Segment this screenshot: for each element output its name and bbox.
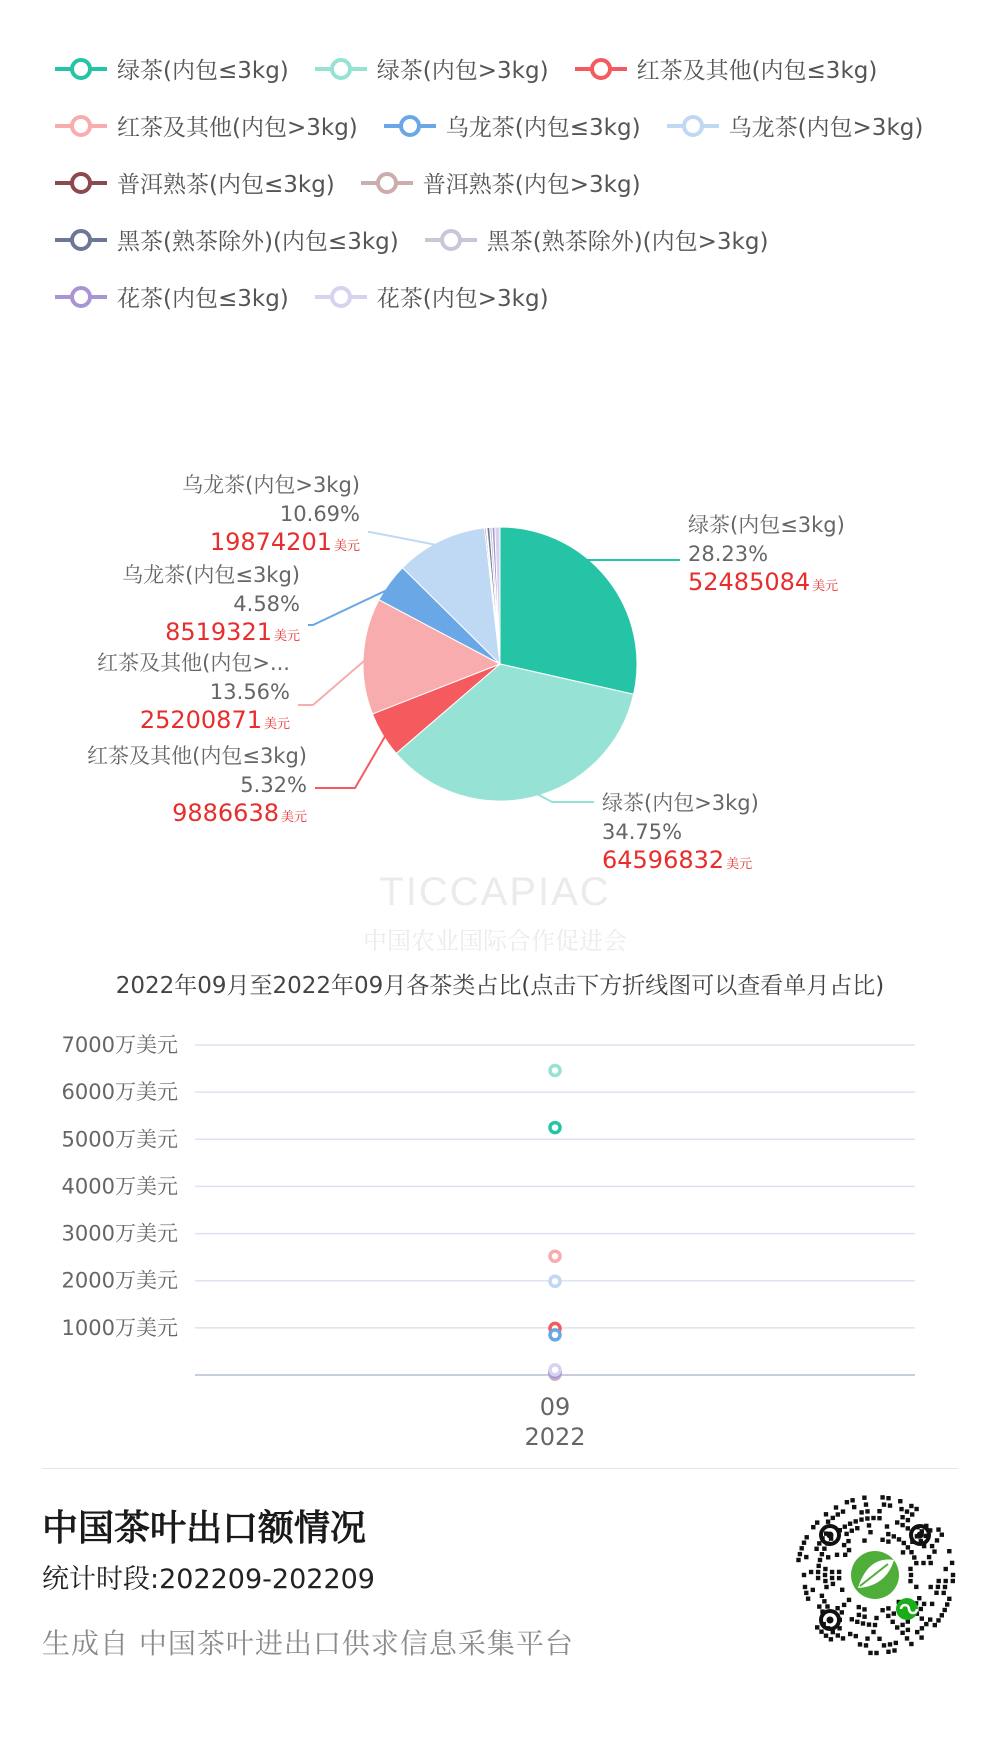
qr-dot bbox=[864, 1643, 868, 1647]
pie-label-value: 52485084 美元 bbox=[688, 568, 839, 596]
legend-marker-icon bbox=[384, 112, 436, 140]
qr-dot bbox=[836, 1512, 840, 1516]
legend-item[interactable] bbox=[55, 109, 358, 142]
qr-dot bbox=[906, 1518, 910, 1522]
legend-row bbox=[55, 211, 985, 268]
qr-finder-dot bbox=[917, 1532, 924, 1539]
qr-dot bbox=[929, 1561, 933, 1565]
pie-label-name: 绿茶(内包>3kg) bbox=[602, 791, 759, 815]
qr-dot bbox=[831, 1582, 835, 1586]
qr-dot bbox=[842, 1543, 846, 1547]
qr-dot bbox=[910, 1512, 914, 1516]
legend-label: 乌龙茶(内包>3kg) bbox=[728, 115, 924, 141]
qr-dot bbox=[891, 1620, 895, 1624]
qr-dot bbox=[859, 1510, 863, 1514]
qr-dot bbox=[843, 1553, 847, 1557]
qr-dot bbox=[873, 1623, 877, 1627]
qr-dot bbox=[915, 1630, 919, 1634]
qr-dot bbox=[920, 1616, 924, 1620]
qr-dot bbox=[868, 1530, 872, 1534]
qr-dot bbox=[802, 1573, 806, 1577]
qr-dot bbox=[837, 1576, 841, 1580]
pie-chart bbox=[0, 440, 1000, 940]
pie-label-value: 19874201 美元 bbox=[209, 528, 360, 556]
qr-dot bbox=[834, 1505, 838, 1509]
legend-label: 花茶(内包≤3kg) bbox=[117, 286, 289, 312]
qr-dot bbox=[862, 1607, 866, 1611]
qr-dot bbox=[867, 1622, 871, 1626]
qr-dot bbox=[932, 1549, 936, 1553]
qr-dot bbox=[845, 1500, 849, 1504]
qr-dot bbox=[880, 1608, 884, 1612]
legend-item[interactable] bbox=[384, 109, 641, 142]
divider bbox=[42, 1468, 958, 1469]
qr-dot bbox=[862, 1496, 866, 1500]
legend-item[interactable] bbox=[55, 166, 335, 199]
qr-dot bbox=[871, 1630, 875, 1634]
qr-dot bbox=[886, 1606, 890, 1610]
qr-dot bbox=[933, 1623, 937, 1627]
qr-dot bbox=[830, 1570, 834, 1574]
qr-dot bbox=[892, 1648, 896, 1652]
qr-dot bbox=[877, 1637, 881, 1641]
qr-dot bbox=[909, 1504, 913, 1508]
legend-marker-icon bbox=[55, 226, 107, 254]
qr-dot bbox=[816, 1570, 820, 1574]
legend-marker-icon bbox=[425, 226, 477, 254]
data-point[interactable] bbox=[550, 1330, 560, 1340]
qr-dot bbox=[909, 1550, 913, 1554]
x-tick-label: 2022 bbox=[524, 1423, 586, 1451]
qr-dot bbox=[935, 1538, 939, 1542]
qr-dot bbox=[865, 1509, 869, 1513]
qr-dot bbox=[888, 1642, 892, 1646]
legend-row bbox=[55, 97, 985, 154]
pie-label-percent: 28.23% bbox=[688, 542, 769, 566]
qr-dot bbox=[868, 1651, 872, 1655]
legend-label: 黑茶(熟茶除外)(内包>3kg) bbox=[486, 229, 769, 255]
qr-dot bbox=[877, 1516, 881, 1520]
qr-finder-dot bbox=[827, 1617, 834, 1624]
qr-dot bbox=[886, 1532, 890, 1536]
qr-dot bbox=[811, 1525, 815, 1529]
legend-label: 红茶及其他(内包>3kg) bbox=[117, 115, 358, 141]
pie-label-name: 乌龙茶(内包≤3kg) bbox=[122, 563, 300, 587]
qr-dot bbox=[897, 1537, 901, 1541]
qr-dot bbox=[924, 1622, 928, 1626]
qr-dot bbox=[844, 1532, 848, 1536]
qr-dot bbox=[841, 1509, 845, 1513]
qr-dot bbox=[857, 1605, 861, 1609]
qr-dot bbox=[912, 1555, 916, 1559]
qr-dot bbox=[930, 1602, 934, 1606]
qr-dot bbox=[885, 1524, 889, 1528]
qr-dot bbox=[817, 1541, 821, 1545]
qr-dot bbox=[809, 1570, 813, 1574]
qr-dot bbox=[835, 1606, 839, 1610]
qr-dot bbox=[847, 1548, 851, 1552]
qr-dot bbox=[820, 1594, 824, 1598]
qr-dot bbox=[803, 1585, 807, 1589]
legend-marker-icon bbox=[55, 283, 107, 311]
legend-marker-icon bbox=[361, 169, 413, 197]
legend-marker-icon bbox=[575, 55, 627, 83]
qr-dot bbox=[921, 1561, 925, 1565]
line-chart[interactable] bbox=[0, 1005, 1000, 1455]
qr-code-icon bbox=[790, 1490, 960, 1660]
source-text: 生成自 中国茶叶进出口供求信息采集平台 bbox=[42, 1627, 574, 1660]
qr-dot bbox=[882, 1643, 886, 1647]
qr-dot bbox=[823, 1579, 827, 1583]
qr-dot bbox=[877, 1509, 881, 1513]
qr-dot bbox=[900, 1523, 904, 1527]
pie-label-value: 9886638 美元 bbox=[172, 799, 307, 827]
qr-dot bbox=[831, 1516, 835, 1520]
data-point[interactable] bbox=[550, 1251, 560, 1261]
qr-dot bbox=[824, 1585, 828, 1589]
qr-dot bbox=[867, 1523, 871, 1527]
qr-dot bbox=[848, 1522, 852, 1526]
pie-label-name: 红茶及其他(内包>... bbox=[97, 651, 290, 675]
legend-marker-icon bbox=[315, 283, 367, 311]
qr-dot bbox=[871, 1516, 875, 1520]
qr-dot bbox=[840, 1610, 844, 1614]
qr-dot bbox=[826, 1555, 830, 1559]
qr-dot bbox=[805, 1535, 809, 1539]
qr-dot bbox=[928, 1617, 932, 1621]
legend-item[interactable] bbox=[575, 52, 878, 85]
qr-dot bbox=[906, 1526, 910, 1530]
qr-dot bbox=[886, 1614, 890, 1618]
qr-dot bbox=[865, 1636, 869, 1640]
qr-dot bbox=[943, 1585, 947, 1589]
legend-label: 花茶(内包>3kg) bbox=[376, 286, 549, 312]
pie-label-value: 8519321 美元 bbox=[165, 618, 300, 646]
y-tick-label: 3000万美元 bbox=[61, 1221, 178, 1246]
qr-dot bbox=[947, 1597, 951, 1601]
qr-dot bbox=[820, 1552, 824, 1556]
legend-label: 绿茶(内包>3kg) bbox=[376, 58, 549, 84]
qr-dot bbox=[908, 1579, 912, 1583]
qr-dot bbox=[846, 1539, 850, 1543]
qr-dot bbox=[942, 1591, 946, 1595]
y-tick-label: 2000万美元 bbox=[61, 1268, 178, 1293]
qr-dot bbox=[874, 1616, 878, 1620]
pie-label-percent: 4.58% bbox=[233, 592, 300, 616]
qr-dot bbox=[823, 1567, 827, 1571]
qr-dot bbox=[829, 1637, 833, 1641]
legend-marker-icon bbox=[55, 55, 107, 83]
qr-dot bbox=[823, 1573, 827, 1577]
qr-dot bbox=[859, 1517, 863, 1521]
qr-dot bbox=[815, 1625, 819, 1629]
qr-dot bbox=[811, 1588, 815, 1592]
data-point[interactable] bbox=[550, 1065, 560, 1075]
data-point[interactable] bbox=[550, 1123, 560, 1133]
qr-dot bbox=[864, 1502, 868, 1506]
qr-dot bbox=[854, 1634, 858, 1638]
qr-dot bbox=[842, 1603, 846, 1607]
qr-dot bbox=[906, 1628, 910, 1632]
legend-item[interactable] bbox=[425, 223, 769, 256]
qr-dot bbox=[936, 1618, 940, 1622]
qr-dot bbox=[909, 1573, 913, 1577]
qr-dot bbox=[847, 1598, 851, 1602]
pie-label-percent: 13.56% bbox=[209, 680, 290, 704]
qr-dot bbox=[861, 1621, 865, 1625]
legend-marker-icon bbox=[55, 169, 107, 197]
legend-marker-icon bbox=[315, 55, 367, 83]
qr-dot bbox=[880, 1495, 884, 1499]
qr-dot bbox=[909, 1642, 913, 1646]
qr-dot bbox=[857, 1613, 861, 1617]
qr-dot bbox=[837, 1570, 841, 1574]
y-tick-label: 6000万美元 bbox=[61, 1080, 178, 1105]
qr-dot bbox=[850, 1529, 854, 1533]
qr-dot bbox=[815, 1520, 819, 1524]
qr-dot bbox=[835, 1553, 839, 1557]
qr-dot bbox=[848, 1632, 852, 1636]
data-point[interactable] bbox=[550, 1365, 560, 1375]
pie-label-percent: 5.32% bbox=[240, 773, 307, 797]
legend-label: 普洱熟茶(内包>3kg) bbox=[422, 172, 641, 198]
legend-label: 绿茶(内包≤3kg) bbox=[117, 58, 289, 84]
qr-dot bbox=[914, 1507, 918, 1511]
qr-dot bbox=[936, 1585, 940, 1589]
qr-dot bbox=[855, 1620, 859, 1624]
qr-dot bbox=[819, 1630, 823, 1634]
qr-dot bbox=[936, 1527, 940, 1531]
qr-dot bbox=[822, 1599, 826, 1603]
y-tick-label: 7000万美元 bbox=[61, 1033, 178, 1057]
qr-dot bbox=[854, 1519, 858, 1523]
qr-dot bbox=[824, 1512, 828, 1516]
watermark-org-text: 中国农业国际合作促进会 bbox=[363, 927, 627, 955]
qr-dot bbox=[886, 1650, 890, 1654]
y-tick-label: 1000万美元 bbox=[61, 1315, 178, 1340]
qr-dot bbox=[840, 1588, 844, 1592]
qr-dot bbox=[937, 1579, 941, 1583]
legend-label: 普洱熟茶(内包≤3kg) bbox=[117, 172, 335, 198]
qr-dot bbox=[817, 1604, 821, 1608]
qr-dot bbox=[922, 1602, 926, 1606]
pie-label-value: 64596832 美元 bbox=[602, 846, 753, 874]
qr-dot bbox=[865, 1516, 869, 1520]
qr-dot bbox=[798, 1552, 802, 1556]
qr-dot bbox=[950, 1561, 954, 1565]
qr-dot bbox=[804, 1555, 808, 1559]
qr-dot bbox=[919, 1607, 923, 1611]
legend-item[interactable] bbox=[667, 109, 924, 142]
qr-dot bbox=[886, 1539, 890, 1543]
legend-item[interactable] bbox=[55, 280, 289, 313]
qr-dot bbox=[882, 1502, 886, 1506]
qr-dot bbox=[824, 1634, 828, 1638]
qr-dot bbox=[898, 1499, 902, 1503]
qr-dot bbox=[944, 1579, 948, 1583]
y-tick-label: 4000万美元 bbox=[61, 1174, 178, 1199]
qr-dot bbox=[802, 1541, 806, 1545]
pie-label-percent: 34.75% bbox=[602, 820, 683, 844]
qr-dot bbox=[894, 1641, 898, 1645]
qr-finder-dot bbox=[827, 1532, 834, 1539]
qr-dot bbox=[943, 1608, 947, 1612]
legend-item[interactable] bbox=[315, 280, 549, 313]
qr-dot bbox=[900, 1623, 904, 1627]
legend-label: 乌龙茶(内包≤3kg) bbox=[445, 115, 641, 141]
pie-label-name: 绿茶(内包≤3kg) bbox=[688, 513, 845, 537]
qr-dot bbox=[945, 1602, 949, 1606]
qr-dot bbox=[880, 1538, 884, 1542]
chart-legend bbox=[55, 40, 985, 325]
pie-leader-line bbox=[298, 657, 369, 706]
watermark-logo-text: TICCAPIAC bbox=[379, 870, 611, 914]
x-tick-label: 09 bbox=[539, 1393, 571, 1421]
qr-dot bbox=[914, 1585, 918, 1589]
qr-dot bbox=[796, 1558, 800, 1562]
qr-dot bbox=[852, 1505, 856, 1509]
qr-dot bbox=[908, 1567, 912, 1571]
qr-dot bbox=[843, 1525, 847, 1529]
qr-dot bbox=[917, 1596, 921, 1600]
qr-dot bbox=[892, 1534, 896, 1538]
legend-item[interactable] bbox=[361, 166, 641, 199]
qr-dot bbox=[806, 1597, 810, 1601]
line-chart-title: 2022年09月至2022年09月各茶类占比(点击下方折线图可以查看单月占比) bbox=[115, 973, 885, 999]
legend-item[interactable] bbox=[55, 223, 399, 256]
qr-dot bbox=[947, 1549, 951, 1553]
qr-dot bbox=[920, 1626, 924, 1630]
qr-dot bbox=[895, 1625, 899, 1629]
qr-dot bbox=[919, 1635, 923, 1639]
qr-dot bbox=[814, 1547, 818, 1551]
qr-dot bbox=[862, 1538, 866, 1542]
qr-dot bbox=[930, 1544, 934, 1548]
qr-dot bbox=[818, 1558, 822, 1562]
qr-dot bbox=[862, 1615, 866, 1619]
legend-item[interactable] bbox=[315, 52, 549, 85]
data-point[interactable] bbox=[550, 1276, 560, 1286]
qr-dot bbox=[855, 1526, 859, 1530]
qr-dot bbox=[874, 1651, 878, 1655]
qr-dot bbox=[902, 1541, 906, 1545]
qr-dot bbox=[850, 1498, 854, 1502]
qr-dot bbox=[927, 1555, 931, 1559]
qr-dot bbox=[841, 1636, 845, 1640]
legend-row bbox=[55, 154, 985, 211]
qr-dot bbox=[951, 1573, 955, 1577]
qr-dot bbox=[850, 1617, 854, 1621]
qr-dot bbox=[817, 1564, 821, 1568]
qr-dot bbox=[940, 1533, 944, 1537]
qr-dot bbox=[914, 1561, 918, 1565]
pie-leader-line bbox=[368, 532, 443, 546]
pie-label-name: 红茶及其他(内包≤3kg) bbox=[87, 744, 307, 768]
y-tick-label: 5000万美元 bbox=[61, 1127, 178, 1152]
legend-marker-icon bbox=[667, 112, 719, 140]
qr-dot bbox=[822, 1547, 826, 1551]
qr-dot bbox=[830, 1576, 834, 1580]
page-title: 中国茶叶出口额情况 bbox=[42, 1508, 367, 1549]
pie-label-value: 25200871 美元 bbox=[139, 706, 290, 734]
qr-dot bbox=[826, 1520, 830, 1524]
qr-dot bbox=[906, 1545, 910, 1549]
qr-dot bbox=[906, 1619, 910, 1623]
qr-dot bbox=[895, 1520, 899, 1524]
qr-dot bbox=[816, 1576, 820, 1580]
qr-dot bbox=[800, 1546, 804, 1550]
pie-label-percent: 10.69% bbox=[279, 502, 360, 526]
qr-dot bbox=[940, 1613, 944, 1617]
qr-dot bbox=[900, 1631, 904, 1635]
qr-dot bbox=[836, 1633, 840, 1637]
qr-dot bbox=[934, 1591, 938, 1595]
legend-row bbox=[55, 268, 985, 325]
qr-dot bbox=[944, 1567, 948, 1571]
qr-dot bbox=[929, 1585, 933, 1589]
legend-marker-icon bbox=[55, 112, 107, 140]
legend-label: 红茶及其他(内包≤3kg) bbox=[636, 58, 878, 84]
qr-dot bbox=[886, 1496, 890, 1500]
qr-dot bbox=[905, 1509, 909, 1513]
qr-dot bbox=[899, 1507, 903, 1511]
qr-dot bbox=[951, 1579, 955, 1583]
legend-label: 黑茶(熟茶除外)(内包≤3kg) bbox=[117, 229, 399, 255]
statistics-period: 统计时段:202209-202209 bbox=[42, 1564, 375, 1595]
qr-dot bbox=[901, 1550, 905, 1554]
legend-row bbox=[55, 40, 985, 97]
pie-leader-line bbox=[315, 732, 388, 788]
qr-dot bbox=[858, 1642, 862, 1646]
qr-dot bbox=[804, 1591, 808, 1595]
pie-label-name: 乌龙茶(内包>3kg) bbox=[182, 473, 360, 497]
qr-dot bbox=[825, 1604, 829, 1608]
legend-item[interactable] bbox=[55, 52, 289, 85]
mini-program-badge-icon bbox=[896, 1598, 918, 1620]
qr-dot bbox=[888, 1503, 892, 1507]
qr-dot bbox=[892, 1611, 896, 1615]
qr-dot bbox=[905, 1636, 909, 1640]
qr-dot bbox=[900, 1515, 904, 1519]
